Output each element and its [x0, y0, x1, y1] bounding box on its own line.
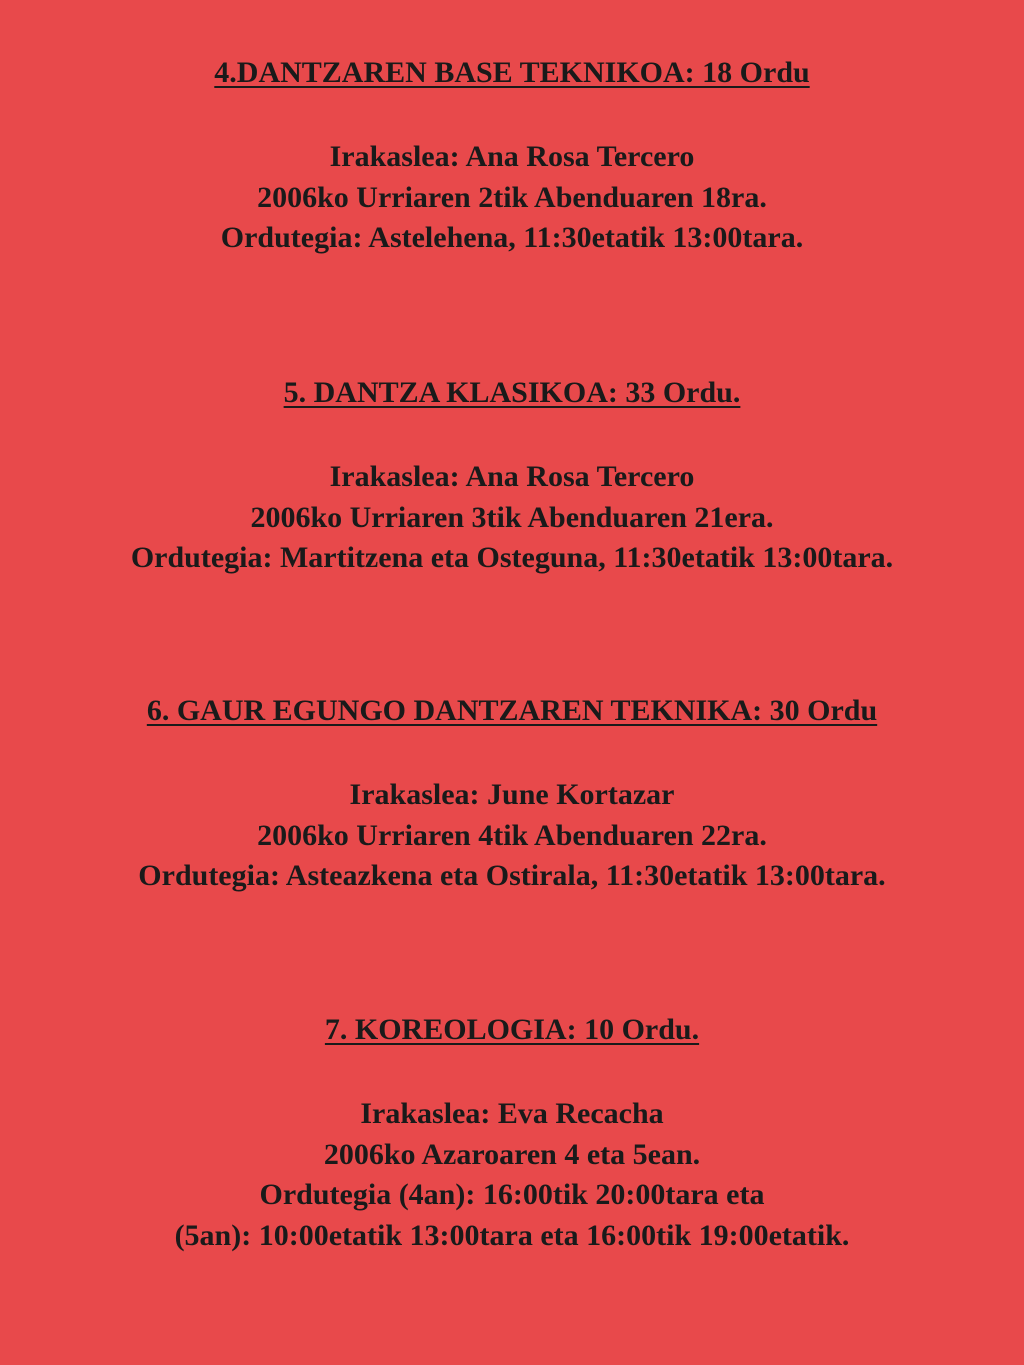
timetable-line: Ordutegia (4an): 16:00tik 20:00tara eta — [259, 1178, 765, 1211]
date-range-line: 2006ko Azaroaren 4 eta 5ean. — [323, 1137, 701, 1171]
timetable-line-continued: (5an): 10:00etatik 13:00tara eta 16:00tik 19:00etatik. — [174, 1218, 850, 1252]
teacher-line: Irakaslea: Eva Recacha — [360, 1097, 664, 1130]
teacher-line: Irakaslea: Ana Rosa Tercero — [329, 460, 695, 493]
course-details — [0, 775, 1024, 897]
course-section-7 — [0, 1012, 1024, 1256]
course-section-5 — [0, 375, 1024, 579]
course-heading: 6. GAUR EGUNGO DANTZAREN TEKNIKA: 30 Ordu — [146, 694, 878, 727]
course-heading: 7. KOREOLOGIA: 10 Ordu. — [324, 1013, 700, 1046]
teacher-line: Irakaslea: Ana Rosa Tercero — [329, 140, 695, 173]
date-range-line: 2006ko Urriaren 4tik Abenduaren 22ra. — [257, 818, 767, 852]
date-range-line: 2006ko Urriaren 2tik Abenduaren 18ra. — [257, 180, 767, 214]
timetable-line: Ordutegia: Asteazkena eta Ostirala, 11:30etatik 13:00tara. — [138, 859, 886, 892]
course-section-6 — [0, 693, 1024, 897]
timetable-line: Ordutegia: Astelehena, 11:30etatik 13:00tara. — [220, 221, 804, 254]
course-heading: 4.DANTZAREN BASE TEKNIKOA: 18 Ordu — [214, 56, 810, 89]
course-details — [0, 1094, 1024, 1256]
course-section-4 — [0, 55, 1024, 259]
course-heading: 5. DANTZA KLASIKOA: 33 Ordu. — [283, 376, 741, 409]
course-details — [0, 137, 1024, 259]
course-details — [0, 457, 1024, 579]
timetable-line: Ordutegia: Martitzena eta Osteguna, 11:30etatik 13:00tara. — [130, 541, 894, 574]
teacher-line: Irakaslea: June Kortazar — [349, 778, 675, 811]
date-range-line: 2006ko Urriaren 3tik Abenduaren 21era. — [250, 500, 774, 534]
